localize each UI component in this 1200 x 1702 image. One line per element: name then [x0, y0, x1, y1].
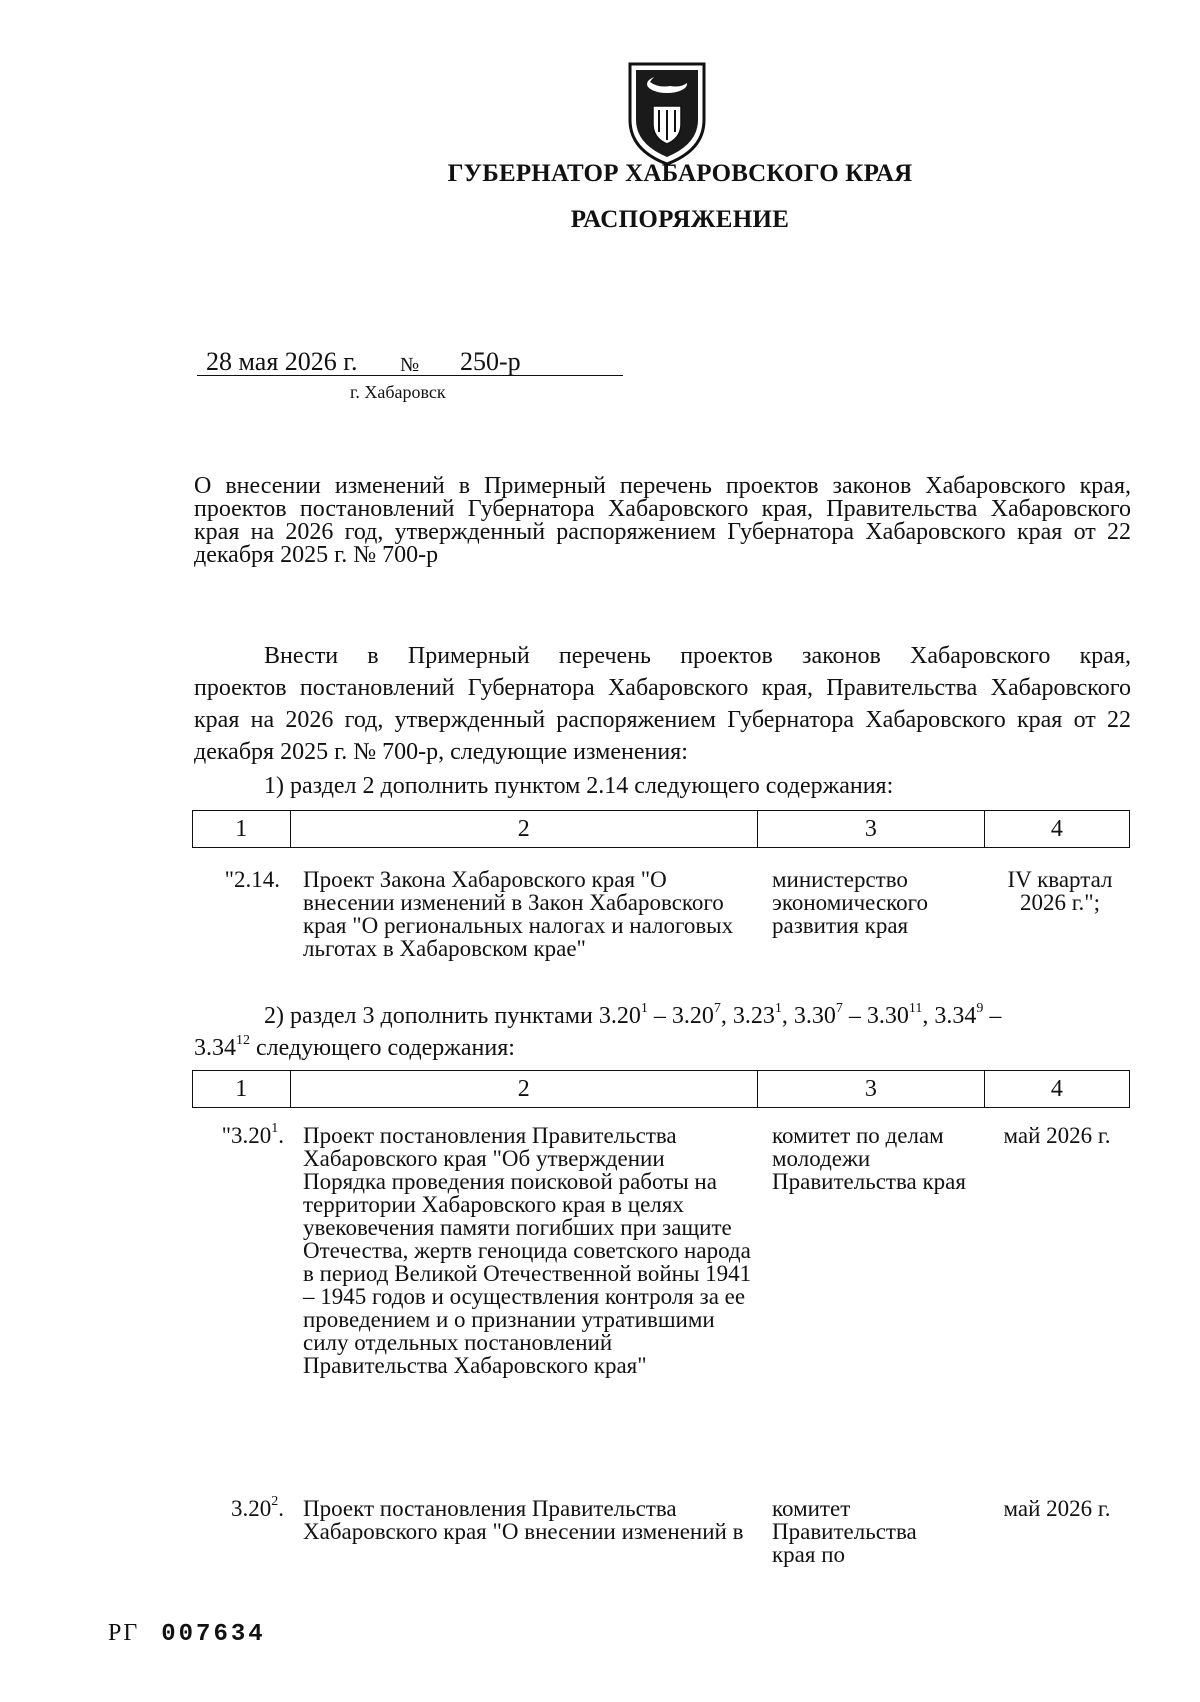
col-header-3: 3	[757, 1071, 984, 1108]
document-number: 250-р	[460, 347, 521, 376]
item2-text: – 3.30	[842, 1003, 909, 1029]
item2-text: , 3.23	[720, 1003, 775, 1029]
table2-row-term: май 2026 г.	[1003, 1123, 1111, 1148]
row-number-sup: 2	[271, 1494, 279, 1510]
document-date: 28 мая 2026 г.	[206, 347, 358, 376]
table2-header	[192, 1070, 1130, 1108]
table1-header	[192, 810, 1130, 848]
item2-text: , 3.30	[781, 1003, 836, 1029]
amendment-item-2-line2	[194, 1032, 1131, 1064]
item2-text: , 3.34	[922, 1003, 977, 1029]
row-number-text: .	[278, 1496, 284, 1521]
item2-sup: 12	[236, 1033, 250, 1048]
item2-sup: 1	[774, 1001, 782, 1016]
table1-row-number: "2.14.	[224, 867, 280, 892]
col-header-1: 1	[193, 811, 291, 848]
amendment-item-1: 1) раздел 2 дополнить пунктом 2.14 следующего содержания:	[264, 773, 894, 799]
body-paragraph	[194, 640, 1131, 768]
city: г. Хабаровск	[350, 382, 446, 402]
col-header-4: 4	[984, 1071, 1129, 1108]
item2-text: 3.34	[194, 1035, 236, 1061]
item2-sup: 7	[835, 1001, 843, 1016]
table2-row-text: Проект постановления Правительства Хабаровского края "О внесении изменений в	[303, 1496, 744, 1544]
table2-row-number	[192, 1121, 284, 1148]
col-header-4: 4	[984, 811, 1129, 848]
table1-row-text: Проект Закона Хабаровского края "О внесении изменений в Закон Хабаровского края "О региональных налогах и налоговых льготах в Хабаровском крае"	[303, 867, 734, 961]
amendment-item-2-line1	[194, 1000, 1131, 1032]
body-paragraph-rest: проектов постановлений Губернатора Хабаровского края, Правительства Хабаровского края на 2026 год, утвержденный распоряжением Губернатора Хабаровского края от 22 декабря 2025 г. № 700-р, следующие изменения:	[194, 675, 1131, 765]
number-sign: №	[400, 354, 420, 376]
item2-text: – 3.20	[647, 1003, 714, 1029]
table2-row-number	[192, 1494, 284, 1521]
date-number-underline	[197, 375, 623, 376]
issuer-title: ГУБЕРНАТОР ХАБАРОВСКОГО КРАЯ	[447, 160, 913, 187]
item2-sup: 11	[908, 1001, 923, 1016]
col-header-2: 2	[290, 811, 757, 848]
row-number-text: 3.20	[231, 1496, 272, 1521]
item2-text: следующего содержания:	[250, 1035, 515, 1061]
item2-text: –	[983, 1003, 1002, 1029]
table2-row-responsible: комитет по делам молодежи Правительства края	[772, 1123, 966, 1194]
table2-row-responsible: комитет Правительства края по	[772, 1496, 917, 1567]
col-header-3: 3	[757, 811, 984, 848]
amendment-item-2	[194, 1000, 1131, 1064]
form-serial	[108, 1620, 266, 1648]
document-type: РАСПОРЯЖЕНИЕ	[570, 206, 790, 233]
row-number-text: .	[278, 1123, 284, 1148]
document-subject: О внесении изменений в Примерный перечень проектов законов Хабаровского края, проектов постановлений Губернатора Хабаровского края, Правительства Хабаровского края на 2026 год, утвержденный распоряжением Губернатора Хабаровского края от 22 декабря 2025 г. № 700-р	[194, 473, 1131, 568]
form-number: 007634	[161, 1621, 266, 1648]
table2-row-text: Проект постановления Правительства Хабаровского края "Об утверждении Порядка проведения поисковой работы на территории Хабаровского края в целях увековечения памяти погибших при защите Отечества, жертв геноцида советского народа в период Великой Отечественной войны 1941 – 1945 годов и осуществления контроля за ее проведением и о признании утратившими силу отдельных постановлений Правительства Хабаровского края"	[303, 1123, 752, 1378]
form-series: РГ	[108, 1620, 140, 1646]
item2-sup: 9	[976, 1001, 984, 1016]
item2-sup: 1	[640, 1001, 648, 1016]
table1-row-term: IV квартал 2026 г.";	[1007, 867, 1113, 915]
table1-row-responsible: министерство экономического развития края	[772, 867, 929, 938]
row-number-text: "3.20	[221, 1123, 272, 1148]
col-header-2: 2	[290, 1071, 757, 1108]
col-header-1: 1	[193, 1071, 291, 1108]
table2-row-term: май 2026 г.	[1003, 1496, 1111, 1521]
body-paragraph-line1: Внести в Примерный перечень проектов законов Хабаровского края,	[264, 643, 1131, 669]
item2-text: 2) раздел 3 дополнить пунктами 3.20	[264, 1003, 641, 1029]
item2-sup: 7	[713, 1001, 721, 1016]
row-number-sup: 1	[271, 1121, 279, 1137]
coat-of-arms-icon	[626, 62, 708, 166]
